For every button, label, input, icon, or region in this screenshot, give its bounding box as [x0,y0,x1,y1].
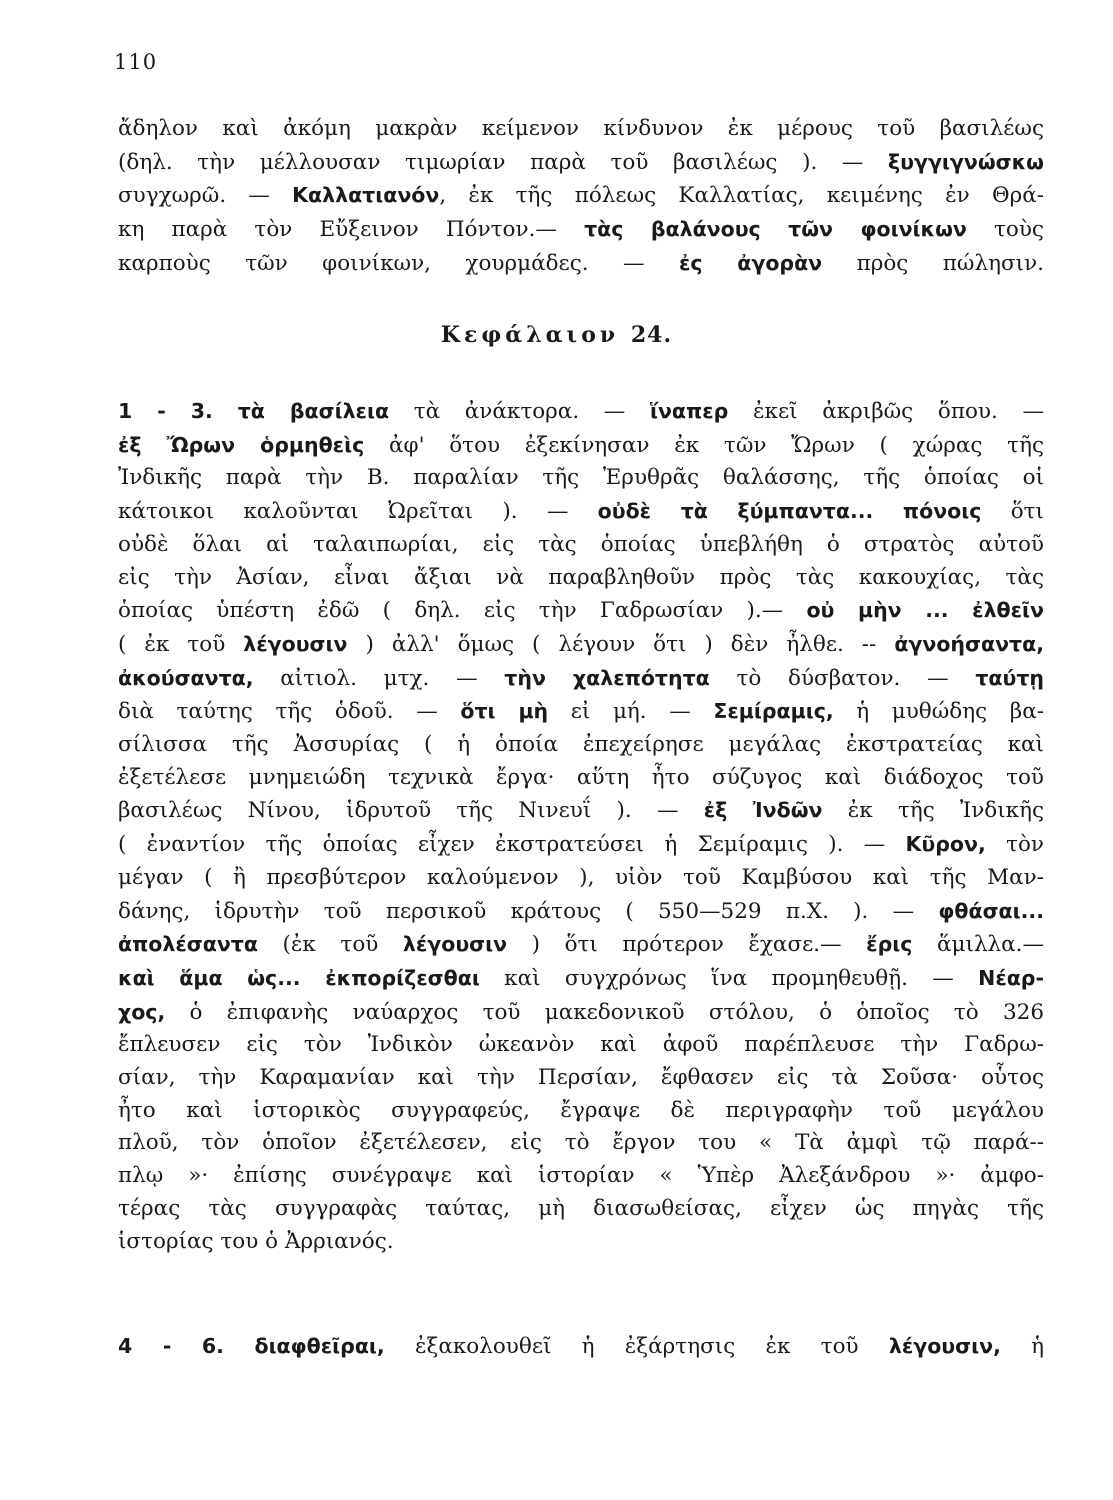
text-segment: ἔπλευσεν εἰς τὸν Ἰνδικὸν ὠκεανὸν καὶ ἀφοῦ παρέπλευσε τὴν Γαδρω- [118,1032,1044,1058]
bold-lemma: 1 - 3. τὰ βασίλεια [118,399,390,423]
text-line [118,594,1044,628]
text-line [118,562,1044,595]
text-segment: πλοῦ, τὸν ὁποῖον ἐξετέλεσεν, εἰς τὸ ἔργον του « Τὰ ἀμφὶ τῷ παρά-- [118,1130,1044,1156]
text-line [118,729,1044,762]
text-segment: τὸν [985,832,1044,858]
text-segment: ἡ [1000,1334,1044,1359]
text-segment: καρποὺς τῶν φοινίκων, χουρμάδες. — [118,250,679,276]
text-line [118,529,1044,562]
text-line [118,628,1044,662]
bold-lemma: λέγουσιν, [888,1334,1001,1358]
text-line [118,462,1044,495]
text-segment: (δηλ. τὴν μέλλουσαν τιμωρίαν παρὰ τοῦ βασιλέως ). — [118,149,889,175]
text-segment: , ἐκ τῆς πόλεως Καλλατίας, κειμένης ἐν Θρά- [439,183,1044,209]
text-line [118,1062,1044,1095]
text-segment: ἦτο καὶ ἱστορικὸς συγγραφεύς, ἔγραψε δὲ περιγραφὴν τοῦ μεγάλου [118,1097,1044,1123]
text-segment: ( ἐναντίον τῆς ὁποίας εἶχεν ἐκστρατεύσει ἡ Σεμίραμις ). — [118,832,906,858]
text-segment: διὰ ταύτης τῆς ὁδοῦ. — [118,699,461,725]
text-segment: σίλισσα τῆς Ἀσσυρίας ( ἡ ὁποία ἐπεχείρησε μεγάλας ἐκστρατείας καὶ [118,732,1044,758]
text-segment: τέρας τὰς συγγραφὰς ταύτας, μὴ διασωθείσας, εἶχεν ὡς πηγὰς τῆς [118,1195,1044,1221]
text-segment: πρὸς πώλησιν. [822,250,1044,276]
bold-lemma: Σεμίραμις, [713,699,834,724]
paragraph-block-2 [118,395,1044,1258]
text-line [118,996,1044,1030]
bold-lemma: χος, [118,999,166,1024]
chapter-heading-word: Κεφάλαιον [440,322,620,348]
bold-lemma: ἀγνοήσαντα, [894,631,1044,656]
text-segment: ἐκ τῆς Ἰνδικῆς [822,798,1044,824]
text-segment: (ἐκ τοῦ [257,932,403,958]
page-number: 110 [114,50,158,74]
text-segment: ἱστορίας του ὁ Ἀρριανός. [118,1228,394,1254]
text-line [118,146,1044,180]
bold-lemma: ἀπολέσαντα [118,932,258,957]
text-segment: μέγαν ( ἢ πρεσβύτερον καλούμενον ), υἱὸν τοῦ Καμβύσου καὶ τῆς Μαν- [118,864,1044,890]
chapter-heading [0,322,1113,348]
text-segment: ) ὅτι πρότερον ἔχασε.— [507,932,867,958]
text-line [118,762,1044,795]
text-segment: ) ἀλλ' ὅμως ( λέγουν ὅτι ) δὲν ἦλθε. -- [347,631,895,657]
text-segment: ἄδηλον καὶ ἀκόμη μακρὰν κείμενον κίνδυνον ἐκ μέρους τοῦ βασιλέως [118,116,1044,141]
text-line [118,1095,1044,1128]
text-line [118,862,1044,895]
text-segment: ὁποίας ὑπέστη ἐδῶ ( δηλ. εἰς τὴν Γαδρωσίαν ).— [118,598,807,624]
bold-lemma: ταύτῃ [975,665,1044,690]
text-line [118,429,1044,463]
text-segment: εἰ μή. — [548,699,714,725]
bold-lemma: οὐδὲ τὰ ξύμπαντα... πόνοις [597,499,982,524]
text-segment: συγχωρῶ. — [118,183,293,209]
text-segment: τοὺς [966,217,1044,243]
text-line [118,962,1044,996]
text-segment: Ἰνδικῆς παρὰ τὴν Β. παραλίαν τῆς Ἐρυθρᾶς θαλάσσης, τῆς ὁποίας οἱ [118,465,1044,491]
bold-lemma: 4 - 6. διαφθεῖραι, [118,1334,385,1358]
bold-lemma: οὐ μὴν ... ἐλθεῖν [806,598,1044,623]
text-line [118,1127,1044,1160]
bold-lemma: λέγουσιν [243,631,348,656]
text-line [118,662,1044,696]
text-segment: ἐξακολουθεῖ ἡ ἐξάρτησις ἐκ τοῦ [384,1334,889,1359]
text-segment: αἰτιολ. μτχ. — [253,665,505,691]
paragraph-block-1 [118,113,1044,281]
paragraph-block-3 [118,1330,1044,1364]
text-segment: τὸ δύσβατον. — [709,665,976,691]
text-line [118,1330,1044,1364]
text-segment: τὰ ἀνάκτορα. — [389,399,650,424]
text-line [118,695,1044,729]
text-line [118,179,1044,213]
text-line [118,928,1044,962]
text-line [118,247,1044,281]
text-segment: οὐδὲ ὅλαι αἱ ταλαιπωρίαι, εἰς τὰς ὁποίας ὑπεβλήθη ὁ στρατὸς αὐτοῦ [118,531,1044,557]
bold-lemma: καὶ ἅμα ὡς... ἐκπορίζεσθαι [118,965,480,990]
chapter-heading-number: 24. [630,322,673,348]
text-segment: δάνης, ἱδρυτὴν τοῦ περσικοῦ κράτους ( 550—529 π.Χ. ). — [118,898,939,924]
bold-lemma: Καλλατιανόν [292,183,440,208]
text-segment: κάτοικοι καλοῦνται Ὠρεῖται ). — [118,499,598,525]
text-line [118,1226,1044,1259]
text-line [118,395,1044,429]
text-segment: εἰς τὴν Ἀσίαν, εἶναι ἄξιαι νὰ παραβληθοῦν πρὸς τὰς κακουχίας, τὰς [118,564,1044,590]
text-line [118,1160,1044,1193]
bold-lemma: φθάσαι... [938,898,1044,923]
text-segment: σίαν, τὴν Καραμανίαν καὶ τὴν Περσίαν, ἔφθασεν εἰς τὰ Σοῦσα· οὗτος [118,1065,1044,1091]
text-line [118,495,1044,529]
text-line [118,828,1044,862]
bold-lemma: Νέαρ- [978,965,1044,990]
bold-lemma: ἀκούσαντα, [118,665,254,690]
text-segment: ὅτι [981,499,1044,525]
text-line [118,113,1044,146]
text-segment: ( ἐκ τοῦ [118,631,244,657]
bold-lemma: ἐξ Ἰνδῶν [703,798,823,823]
bold-lemma: λέγουσιν [402,932,508,957]
bold-lemma: ἐς ἀγορὰν [678,250,823,275]
bold-lemma: ξυγγιγνώσκω [888,149,1044,174]
text-segment: πλῳ »· ἐπίσης συνέγραψε καὶ ἱστορίαν « Ὑπὲρ Ἀλεξάνδρου »· ἀμφο- [118,1163,1044,1189]
bold-lemma: ὅτι μὴ [460,699,549,724]
text-segment: ἐξετέλεσε μνημειώδη τεχνικὰ ἔργα· αὕτη ἦτο σύζυγος καὶ διάδοχος τοῦ [118,764,1044,790]
bold-lemma: τὴν χαλεπότητα [504,665,710,690]
text-line [118,213,1044,247]
text-segment: καὶ συγχρόνως ἵνα προμηθευθῇ. — [479,965,979,991]
bold-lemma: ἵναπερ [649,399,729,423]
text-line [118,1029,1044,1062]
text-segment: ἀφ' ὅτου ἐξεκίνησαν ἐκ τῶν Ὤρων ( χώρας τῆς [364,432,1044,458]
text-line [118,895,1044,929]
text-segment: ἡ μυθώδης βα- [833,699,1044,725]
text-segment: ἐκεῖ ἀκριβῶς ὅπου. — [728,399,1044,424]
text-line [118,1193,1044,1226]
bold-lemma: ἔρις [866,932,913,957]
bold-lemma: ἐξ Ὤρων ὁρμηθεὶς [118,432,365,457]
text-segment: βασιλέως Νίνου, ἱδρυτοῦ τῆς Νινευΐ ). — [118,798,704,824]
text-segment: ὁ ἐπιφανὴς ναύαρχος τοῦ μακεδονικοῦ στόλου, ὁ ὁποῖος τὸ 326 [165,999,1044,1025]
bold-lemma: Κῦρον, [905,832,986,857]
bold-lemma: τὰς βαλάνους τῶν φοινίκων [584,217,967,242]
text-segment: κη παρὰ τὸν Εὔξεινον Πόντον.— [118,217,585,243]
text-line [118,794,1044,828]
text-segment: ἅμιλλα.— [912,932,1044,958]
